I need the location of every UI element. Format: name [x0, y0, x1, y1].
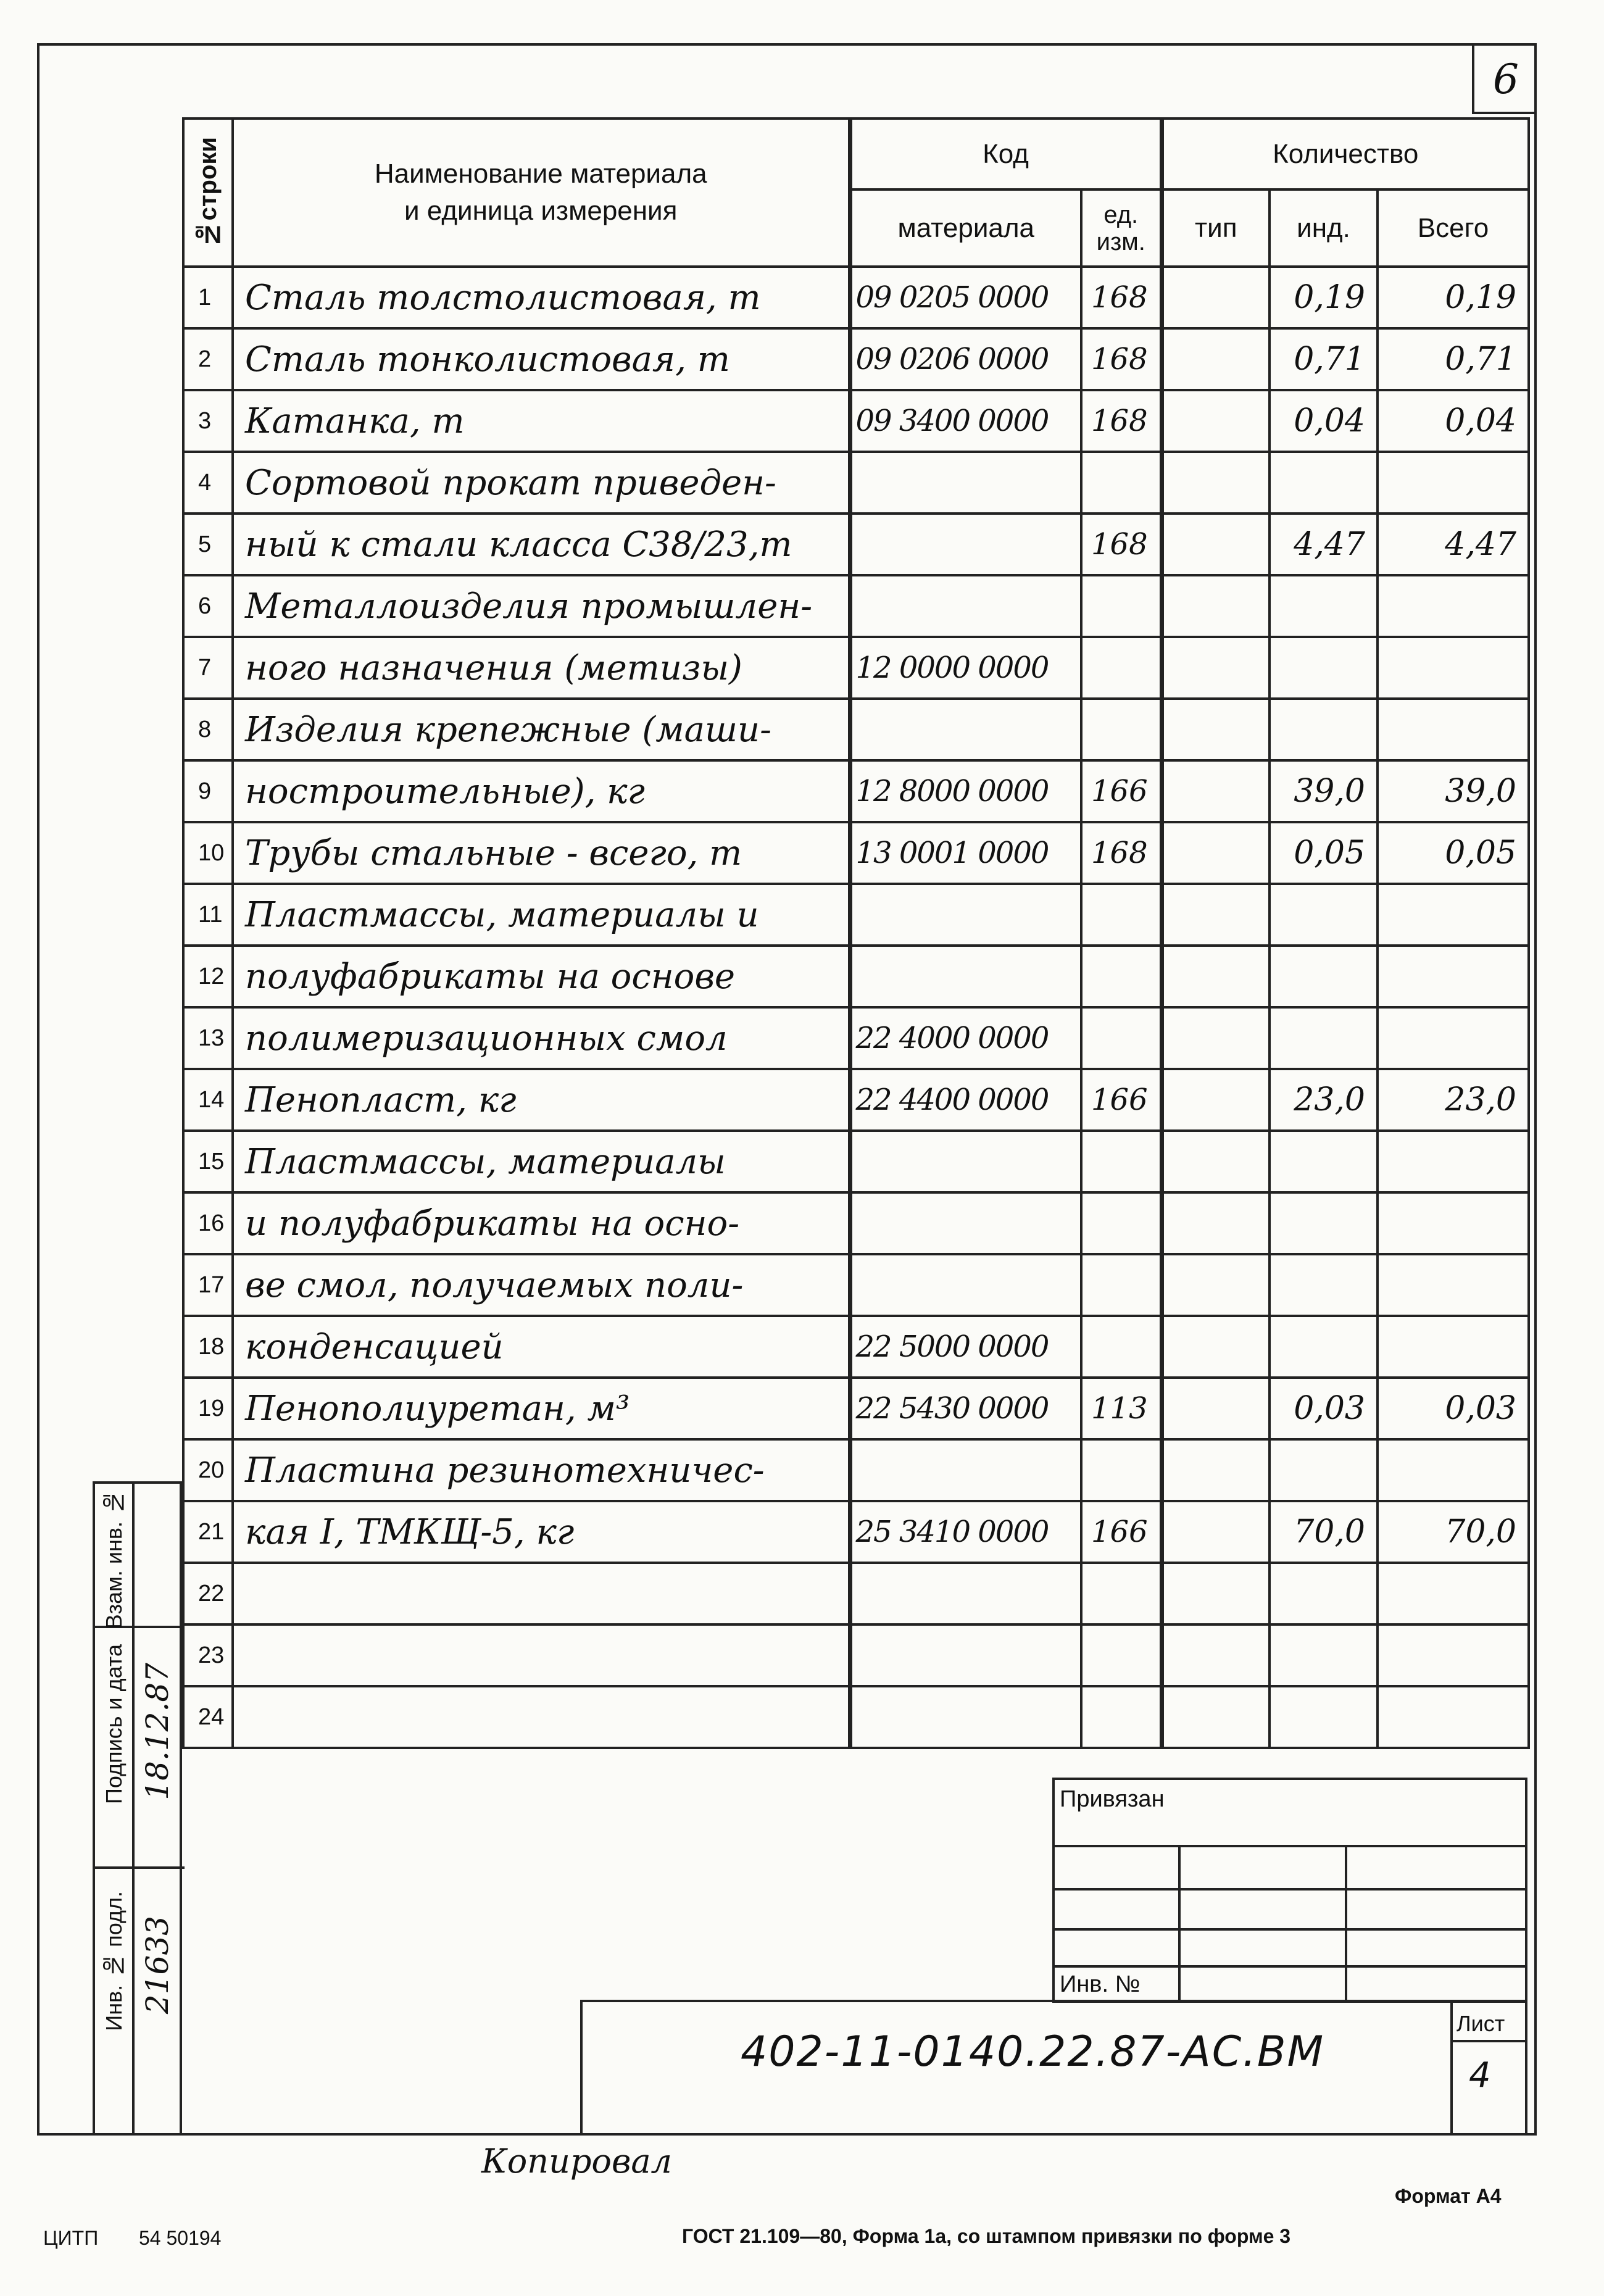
row-number: 12: [183, 946, 233, 1007]
material-code: 22 4000 0000: [850, 1007, 1081, 1069]
materials-table: [182, 117, 1530, 1749]
qty-ind: [1269, 1192, 1378, 1254]
header-code-material: материала: [850, 189, 1081, 267]
qty-type: [1161, 1316, 1269, 1378]
qty-total: [1378, 1316, 1529, 1378]
table-row: [183, 1007, 1529, 1069]
table-row: [183, 1439, 1529, 1501]
row-number: 2: [183, 328, 233, 390]
qty-type: [1161, 514, 1269, 575]
row-number: 3: [183, 390, 233, 452]
org-label: ЦИТП: [43, 2227, 99, 2249]
left-stamp-vzam-inv: Взам. инв. №: [101, 1490, 127, 1629]
header-row-number: №строки: [183, 119, 233, 267]
qty-ind: [1269, 1254, 1378, 1316]
table-row: [183, 884, 1529, 946]
unit-code: [1081, 884, 1161, 946]
qty-ind: 23,0: [1269, 1069, 1378, 1131]
unit-code: [1081, 1624, 1161, 1686]
binding-label: Привязан: [1060, 1786, 1165, 1812]
row-number: 9: [183, 760, 233, 822]
material-code: 09 0206 0000: [850, 328, 1081, 390]
qty-ind: [1269, 575, 1378, 637]
row-number: 14: [183, 1069, 233, 1131]
qty-type: [1161, 1439, 1269, 1501]
table-row: [183, 1131, 1529, 1192]
unit-code: 166: [1081, 1501, 1161, 1563]
qty-total: 70,0: [1378, 1501, 1529, 1563]
unit-code: [1081, 575, 1161, 637]
qty-ind: [1269, 1624, 1378, 1686]
qty-total: [1378, 884, 1529, 946]
qty-ind: 0,03: [1269, 1378, 1378, 1439]
row-number: 20: [183, 1439, 233, 1501]
row-number: 22: [183, 1563, 233, 1624]
header-qty-total: Всего: [1378, 189, 1529, 267]
qty-total: [1378, 1686, 1529, 1748]
qty-ind: 0,05: [1269, 822, 1378, 884]
qty-total: 0,05: [1378, 822, 1529, 884]
table-row: [183, 1192, 1529, 1254]
unit-code: [1081, 452, 1161, 514]
unit-code: 168: [1081, 390, 1161, 452]
material-code: 22 5430 0000: [850, 1378, 1081, 1439]
row-number: 21: [183, 1501, 233, 1563]
material-name: полуфабрикаты на основе: [233, 946, 850, 1007]
unit-code: [1081, 1563, 1161, 1624]
qty-type: [1161, 946, 1269, 1007]
row-number: 6: [183, 575, 233, 637]
material-name: кая I, ТМКЩ-5, кг: [233, 1501, 850, 1563]
material-name: Сталь тонколистовая, т: [233, 328, 850, 390]
qty-total: [1378, 575, 1529, 637]
qty-total: [1378, 1131, 1529, 1192]
header-qty-type: тип: [1161, 189, 1269, 267]
material-code: 25 3410 0000: [850, 1501, 1081, 1563]
unit-code: [1081, 1254, 1161, 1316]
qty-ind: [1269, 1131, 1378, 1192]
unit-code: [1081, 1439, 1161, 1501]
row-number: 7: [183, 637, 233, 699]
row-number: 11: [183, 884, 233, 946]
table-row: [183, 1501, 1529, 1563]
row-number: 18: [183, 1316, 233, 1378]
row-number: 1: [183, 267, 233, 328]
unit-code: 168: [1081, 514, 1161, 575]
material-code: 13 0001 0000: [850, 822, 1081, 884]
material-code: [850, 575, 1081, 637]
unit-code: [1081, 946, 1161, 1007]
copied-by: Копировал: [481, 2142, 672, 2181]
material-name: [233, 1563, 850, 1624]
table-row: [183, 1316, 1529, 1378]
row-number: 17: [183, 1254, 233, 1316]
qty-ind: 4,47: [1269, 514, 1378, 575]
table-row: [183, 1254, 1529, 1316]
qty-type: [1161, 1254, 1269, 1316]
unit-code: 113: [1081, 1378, 1161, 1439]
qty-total: [1378, 1254, 1529, 1316]
row-number: 19: [183, 1378, 233, 1439]
qty-ind: [1269, 637, 1378, 699]
unit-code: [1081, 637, 1161, 699]
qty-total: [1378, 1624, 1529, 1686]
qty-type: [1161, 575, 1269, 637]
qty-total: [1378, 1439, 1529, 1501]
row-number: 4: [183, 452, 233, 514]
qty-ind: [1269, 1316, 1378, 1378]
material-name: Пенополиуретан, м³: [233, 1378, 850, 1439]
unit-code: 166: [1081, 1069, 1161, 1131]
table-row: [183, 946, 1529, 1007]
unit-code: 168: [1081, 267, 1161, 328]
table-row: [183, 267, 1529, 328]
material-code: 22 4400 0000: [850, 1069, 1081, 1131]
qty-ind: [1269, 1007, 1378, 1069]
qty-total: [1378, 452, 1529, 514]
row-number: 5: [183, 514, 233, 575]
page-number: 6: [1493, 56, 1519, 103]
material-code: 09 3400 0000: [850, 390, 1081, 452]
sheet-number: 4: [1469, 2055, 1491, 2095]
qty-total: [1378, 699, 1529, 760]
qty-type: [1161, 1069, 1269, 1131]
unit-code: [1081, 1686, 1161, 1748]
table-row: [183, 514, 1529, 575]
material-name: Металлоизделия промышлен-: [233, 575, 850, 637]
qty-total: 0,19: [1378, 267, 1529, 328]
qty-ind: [1269, 946, 1378, 1007]
qty-type: [1161, 328, 1269, 390]
material-name: Трубы стальные - всего, т: [233, 822, 850, 884]
left-stamp: [93, 1481, 182, 2136]
table-row: [183, 328, 1529, 390]
unit-code: 166: [1081, 760, 1161, 822]
table-row: [183, 575, 1529, 637]
table-row: [183, 1069, 1529, 1131]
table-row: [183, 390, 1529, 452]
material-name: ный к стали класса С38/23,т: [233, 514, 850, 575]
unit-code: [1081, 1316, 1161, 1378]
material-code: [850, 1131, 1081, 1192]
qty-total: [1378, 1563, 1529, 1624]
material-name: и полуфабрикаты на осно-: [233, 1192, 850, 1254]
header-quantity: Количество: [1161, 119, 1529, 189]
unit-code: [1081, 1007, 1161, 1069]
row-number: 15: [183, 1131, 233, 1192]
row-number: 8: [183, 699, 233, 760]
qty-type: [1161, 637, 1269, 699]
qty-total: [1378, 946, 1529, 1007]
material-name: Сортовой прокат приведен-: [233, 452, 850, 514]
binding-inv-label: Инв. №: [1060, 1971, 1141, 1997]
qty-type: [1161, 1007, 1269, 1069]
qty-type: [1161, 1501, 1269, 1563]
qty-total: 23,0: [1378, 1069, 1529, 1131]
qty-type: [1161, 1192, 1269, 1254]
left-stamp-podpis-data: Подпись и дата: [101, 1644, 127, 1804]
qty-type: [1161, 1686, 1269, 1748]
qty-ind: [1269, 1686, 1378, 1748]
material-name: Пенопласт, кг: [233, 1069, 850, 1131]
material-name: ного назначения (метизы): [233, 637, 850, 699]
left-stamp-inv-podl-value: 21633: [139, 1916, 175, 2015]
format-label: Формат А4: [1395, 2185, 1502, 2207]
document-code: 402-11-0140.22.87-АС.ВМ: [741, 2028, 1325, 2076]
material-code: [850, 946, 1081, 1007]
material-code: [850, 1563, 1081, 1624]
header-code: Код: [850, 119, 1161, 189]
material-name: Пластина резинотехничес-: [233, 1439, 850, 1501]
material-name: [233, 1624, 850, 1686]
qty-type: [1161, 1378, 1269, 1439]
qty-type: [1161, 1624, 1269, 1686]
unit-code: [1081, 1192, 1161, 1254]
material-code: [850, 1439, 1081, 1501]
qty-total: 39,0: [1378, 760, 1529, 822]
qty-ind: [1269, 452, 1378, 514]
qty-total: 0,04: [1378, 390, 1529, 452]
material-name: Катанка, т: [233, 390, 850, 452]
material-name: Изделия крепежные (маши-: [233, 699, 850, 760]
header-qty-ind: инд.: [1269, 189, 1378, 267]
qty-type: [1161, 267, 1269, 328]
qty-total: 0,03: [1378, 1378, 1529, 1439]
unit-code: [1081, 1131, 1161, 1192]
qty-ind: [1269, 1563, 1378, 1624]
qty-total: [1378, 1192, 1529, 1254]
qty-type: [1161, 822, 1269, 884]
material-code: [850, 1254, 1081, 1316]
qty-type: [1161, 884, 1269, 946]
unit-code: 168: [1081, 328, 1161, 390]
material-code: 12 8000 0000: [850, 760, 1081, 822]
material-name: ве смол, получаемых поли-: [233, 1254, 850, 1316]
material-name: ностроительные), кг: [233, 760, 850, 822]
qty-total: [1378, 1007, 1529, 1069]
row-number: 16: [183, 1192, 233, 1254]
material-name: полимеризационных смол: [233, 1007, 850, 1069]
unit-code: [1081, 699, 1161, 760]
row-number: 24: [183, 1686, 233, 1748]
material-code: 22 5000 0000: [850, 1316, 1081, 1378]
qty-total: [1378, 637, 1529, 699]
material-code: [850, 884, 1081, 946]
qty-ind: 0,71: [1269, 328, 1378, 390]
table-row: [183, 822, 1529, 884]
qty-total: 4,47: [1378, 514, 1529, 575]
material-code: 09 0205 0000: [850, 267, 1081, 328]
gost-reference: ГОСТ 21.109—80, Форма 1а, со штампом привязки по форме 3: [682, 2225, 1291, 2247]
qty-type: [1161, 390, 1269, 452]
material-name: Пластмассы, материалы и: [233, 884, 850, 946]
qty-type: [1161, 1131, 1269, 1192]
material-code: [850, 1624, 1081, 1686]
left-stamp-podpis-value: 18.12.87: [139, 1663, 175, 1800]
material-name: конденсацией: [233, 1316, 850, 1378]
qty-ind: 0,04: [1269, 390, 1378, 452]
material-code: [850, 699, 1081, 760]
binding-stamp: [1052, 1778, 1527, 2003]
material-name: Пластмассы, материалы: [233, 1131, 850, 1192]
qty-ind: [1269, 884, 1378, 946]
qty-ind: 39,0: [1269, 760, 1378, 822]
table-row: [183, 699, 1529, 760]
material-name: Сталь толстолистовая, т: [233, 267, 850, 328]
qty-ind: [1269, 699, 1378, 760]
header-name: Наименование материала и единица измерения: [233, 119, 850, 267]
material-code: 12 0000 0000: [850, 637, 1081, 699]
unit-code: 168: [1081, 822, 1161, 884]
table-row: [183, 1624, 1529, 1686]
material-code: [850, 452, 1081, 514]
table-row: [183, 1563, 1529, 1624]
qty-type: [1161, 452, 1269, 514]
qty-ind: [1269, 1439, 1378, 1501]
table-row: [183, 637, 1529, 699]
row-number: 23: [183, 1624, 233, 1686]
qty-ind: 0,19: [1269, 267, 1378, 328]
header-code-unit: ед. изм.: [1081, 189, 1161, 267]
order-number: 54 50194: [139, 2227, 222, 2249]
qty-type: [1161, 1563, 1269, 1624]
row-number: 10: [183, 822, 233, 884]
table-row: [183, 1378, 1529, 1439]
row-number: 13: [183, 1007, 233, 1069]
material-code: [850, 1192, 1081, 1254]
sheet-label: Лист: [1456, 2011, 1505, 2036]
left-stamp-inv-podl: Инв. № подл.: [101, 1891, 127, 2031]
table-row: [183, 760, 1529, 822]
material-code: [850, 514, 1081, 575]
material-code: [850, 1686, 1081, 1748]
qty-type: [1161, 699, 1269, 760]
table-row: [183, 1686, 1529, 1748]
qty-ind: 70,0: [1269, 1501, 1378, 1563]
material-name: [233, 1686, 850, 1748]
qty-type: [1161, 760, 1269, 822]
qty-total: 0,71: [1378, 328, 1529, 390]
table-row: [183, 452, 1529, 514]
